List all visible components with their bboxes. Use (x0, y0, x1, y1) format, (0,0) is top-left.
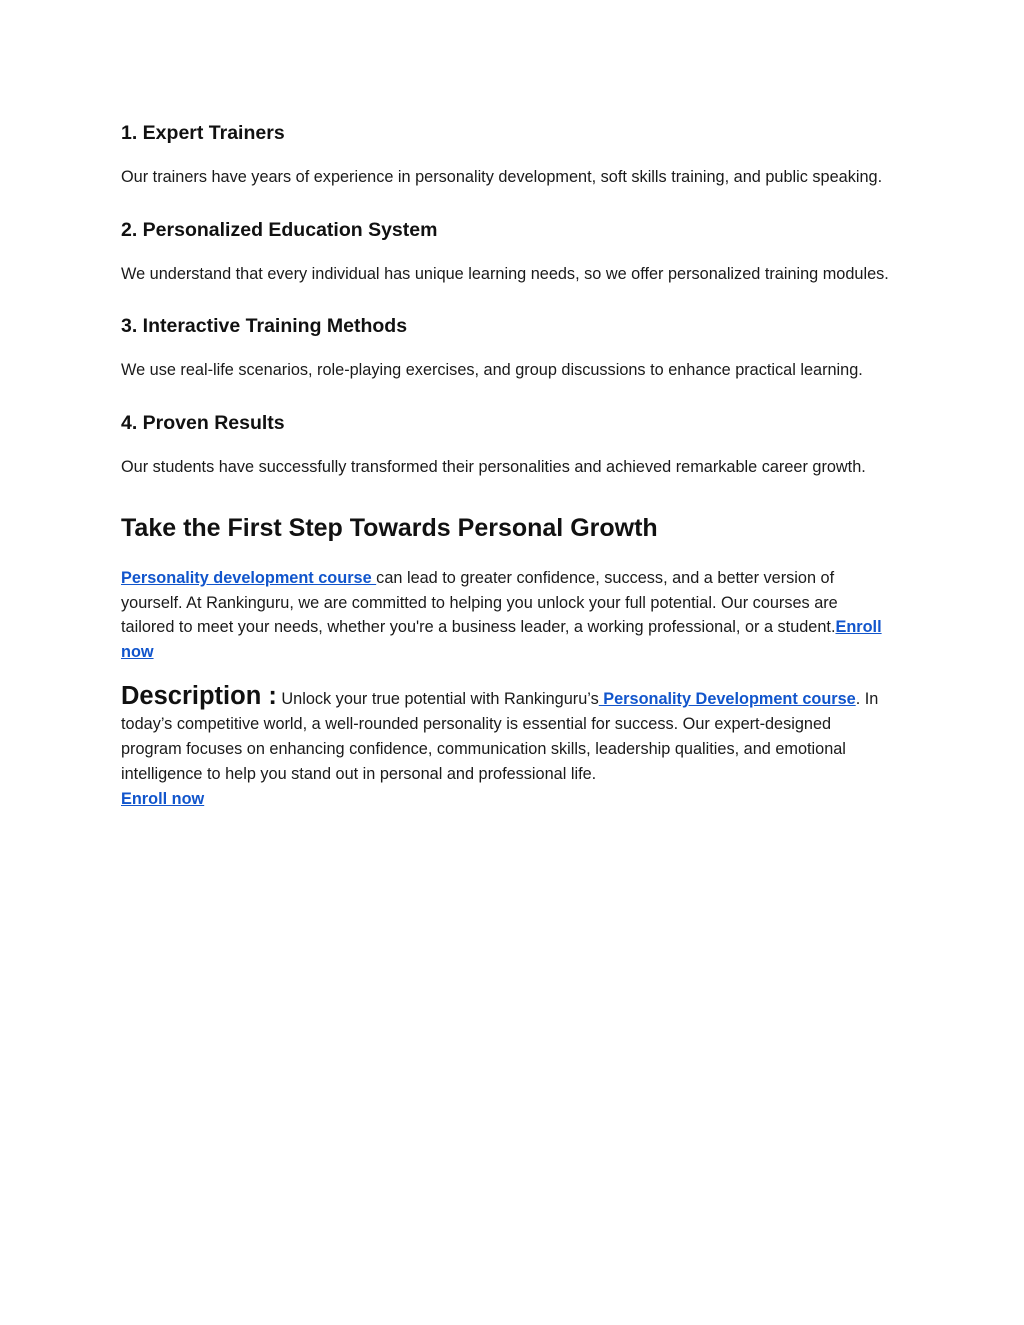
section-heading: 4. Proven Results (121, 411, 285, 434)
section-personalized-education (121, 217, 891, 287)
personality-development-course-link[interactable]: Personality Development course (598, 690, 856, 708)
section-heading: 2. Personalized Education System (121, 218, 438, 241)
enroll-now-link[interactable]: Enroll now (121, 618, 882, 661)
section-expert-trainers (121, 120, 891, 190)
personality-course-link[interactable]: Personality development course (121, 569, 377, 587)
description-paragraph (121, 684, 891, 812)
section-heading: 1. Expert Trainers (121, 122, 285, 144)
cta-body-text: can lead to greater confidence, success, and a better version of yourself. At Rankinguru, we are committed to helping you unlock your full potential. Our courses are tailored to meet your needs, whether you're a business leader, a working professional, or a student. (121, 569, 838, 636)
section-body: Our students have successfully transformed their personalities and achieved remarkable career growth. (121, 457, 866, 476)
cta-paragraph (121, 566, 891, 664)
cta-heading: Take the First Step Towards Personal Growth (121, 514, 658, 542)
section-interactive-training (121, 313, 891, 383)
section-proven-results (121, 410, 891, 480)
document-content (121, 120, 891, 812)
section-heading: 3. Interactive Training Methods (121, 315, 408, 337)
description-enroll-now-link[interactable]: Enroll now (121, 790, 205, 808)
section-body: We use real-life scenarios, role-playing exercises, and group discussions to enhance practical learning. (121, 361, 863, 379)
section-body: Our trainers have years of experience in personality development, soft skills training, and public speaking. (121, 168, 883, 186)
section-body: We understand that every individual has unique learning needs, so we offer personalized training modules. (121, 264, 889, 283)
description-body: . In today’s competitive world, a well-rounded personality is essential for success. Our expert-designed program focuses on enhancing confidence, communication skills, leadership qualities, and emotional intelligence to help you stand out in personal and professional life. (121, 690, 879, 783)
description-label: Description : (121, 682, 277, 710)
description-intro: Unlock your true potential with Rankinguru’s (276, 690, 599, 708)
